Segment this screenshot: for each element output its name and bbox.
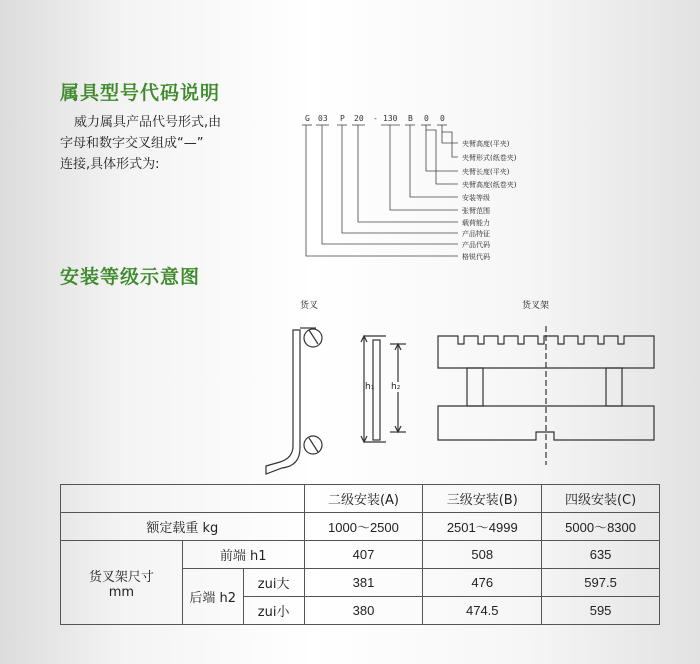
fork-label: 货叉 [300,301,319,311]
table-header-row [61,485,660,513]
header-blank [61,485,305,513]
table-cell: 635 [542,541,660,569]
size-label-line: 货叉架尺寸 [88,569,154,585]
table-cell: 474.5 [423,597,542,625]
meaning-item: 产品代码 [462,241,490,249]
code-leader-lines [0,0,700,300]
meaning-item: 张臂范围 [462,207,490,215]
table-cell: 407 [304,541,423,569]
table-cell: 595 [542,597,660,625]
meaning-item: 安装等级 [462,194,490,202]
table-cell: 380 [304,597,423,625]
code-char: - [373,114,378,123]
front-label: 前端 h1 [182,541,304,569]
meaning-item: 夹臂长度(平夹) [462,168,510,176]
table-row [61,541,660,569]
intro-line-3: 连接,具体形式为: [60,157,160,172]
size-unit: mm [108,584,135,600]
rear-max-label: zui大 [243,569,304,597]
code-char: B [408,114,413,123]
table-cell: 508 [423,541,542,569]
meaning-item: 格锐代码 [462,253,490,261]
header-cell: 三级安装(B) [423,485,542,513]
carriage-right-post [606,368,622,406]
table-cell: 2501～4999 [423,513,542,541]
fork-upper-hook-circle [304,329,322,347]
meaning-item: 载荷能力 [462,219,490,227]
install-section-title: 安装等级示意图 [60,266,201,288]
rear-min-label: zui小 [243,597,304,625]
table-cell: 476 [423,569,542,597]
carriage-label: 货叉架 [522,301,550,311]
code-char: P [340,114,345,123]
intro-line-1: 威力属具产品代号形式,由 [74,115,222,130]
table-row [61,513,660,541]
meaning-item: 夹臂高度(平夹) [462,140,510,148]
table-cell: 597.5 [542,569,660,597]
meaning-item: 产品特征 [462,230,490,238]
meaning-item: 夹臂高度(纸卷夹) [462,181,517,189]
meaning-item: 夹臂形式(纸卷夹) [462,154,517,162]
code-section-title: 属具型号代码说明 [60,82,221,104]
table-cell: 381 [304,569,423,597]
intro-line-2: 字母和数字交叉组成“—” [60,136,204,151]
table-cell: 5000～8300 [542,513,660,541]
table-cell: 1000～2500 [304,513,423,541]
code-char: G [305,114,310,123]
code-char: 0 [424,114,429,123]
code-char: 03 [318,114,328,123]
rear-label: 后端 h2 [182,569,243,625]
header-cell: 四级安装(C) [542,485,660,513]
header-cell: 二级安装(A) [304,485,423,513]
fork-shape [266,330,300,474]
carriage-left-post [467,368,483,406]
install-diagram [0,300,700,480]
code-char: 20 [354,114,364,123]
h1-label: h₁ [365,382,375,392]
install-grade-table [60,484,660,625]
code-char: 130 [383,114,398,123]
code-char: 0 [440,114,445,123]
h2-label: h₂ [391,382,401,392]
size-label [61,541,183,625]
code-meanings [462,139,516,264]
rated-load-label: 额定载重 kg [61,513,305,541]
